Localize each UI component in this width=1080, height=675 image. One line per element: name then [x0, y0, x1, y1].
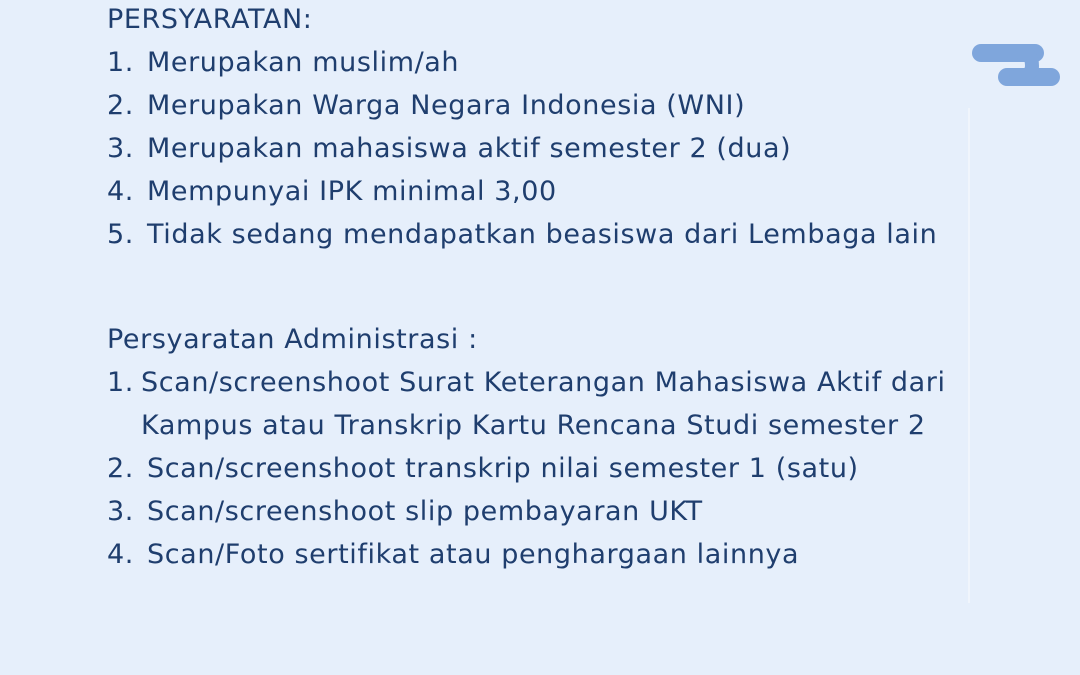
decorative-divider — [968, 108, 970, 603]
item-number: 4. — [107, 539, 134, 570]
list-item — [107, 447, 967, 490]
item-text: Tidak sedang mendapatkan beasiswa dari Lembaga lain — [147, 219, 938, 250]
list-item — [107, 84, 967, 127]
section-spacer — [107, 256, 967, 320]
list-item — [107, 213, 967, 256]
item-text: Mempunyai IPK minimal 3,00 — [147, 176, 557, 207]
item-number: 2. — [107, 453, 134, 484]
list-item — [107, 41, 967, 84]
item-number: 5. — [107, 219, 134, 250]
requirements-heading: PERSYARATAN: — [107, 4, 313, 35]
administration-heading: Persyaratan Administrasi : — [107, 324, 478, 355]
requirements-content — [107, 0, 967, 576]
item-number: 4. — [107, 176, 134, 207]
item-text: Scan/Foto sertifikat atau penghargaan lainnya — [147, 539, 800, 570]
item-text: Merupakan mahasiswa aktif semester 2 (dua) — [147, 133, 792, 164]
item-text: Scan/screenshoot transkrip nilai semester 1 (satu) — [147, 453, 859, 484]
list-item — [107, 490, 967, 533]
item-text: Scan/screenshoot slip pembayaran UKT — [147, 496, 703, 527]
item-number: 3. — [107, 496, 134, 527]
item-text: Scan/screenshoot Surat Keterangan Mahasiswa Aktif dari Kampus atau Transkrip Kartu Rencana Studi semester 2 — [141, 367, 946, 441]
list-item — [107, 361, 967, 447]
administration-list — [107, 361, 967, 576]
list-item — [107, 127, 967, 170]
requirements-list — [107, 41, 967, 256]
item-text: Merupakan Warga Negara Indonesia (WNI) — [147, 90, 746, 121]
wave-logo-icon — [972, 42, 1062, 92]
item-text: Merupakan muslim/ah — [147, 47, 460, 78]
item-number: 1. — [107, 47, 134, 78]
item-number: 2. — [107, 90, 134, 121]
item-number: 3. — [107, 133, 134, 164]
list-item — [107, 533, 967, 576]
list-item — [107, 170, 967, 213]
item-number: 1. — [107, 367, 134, 398]
